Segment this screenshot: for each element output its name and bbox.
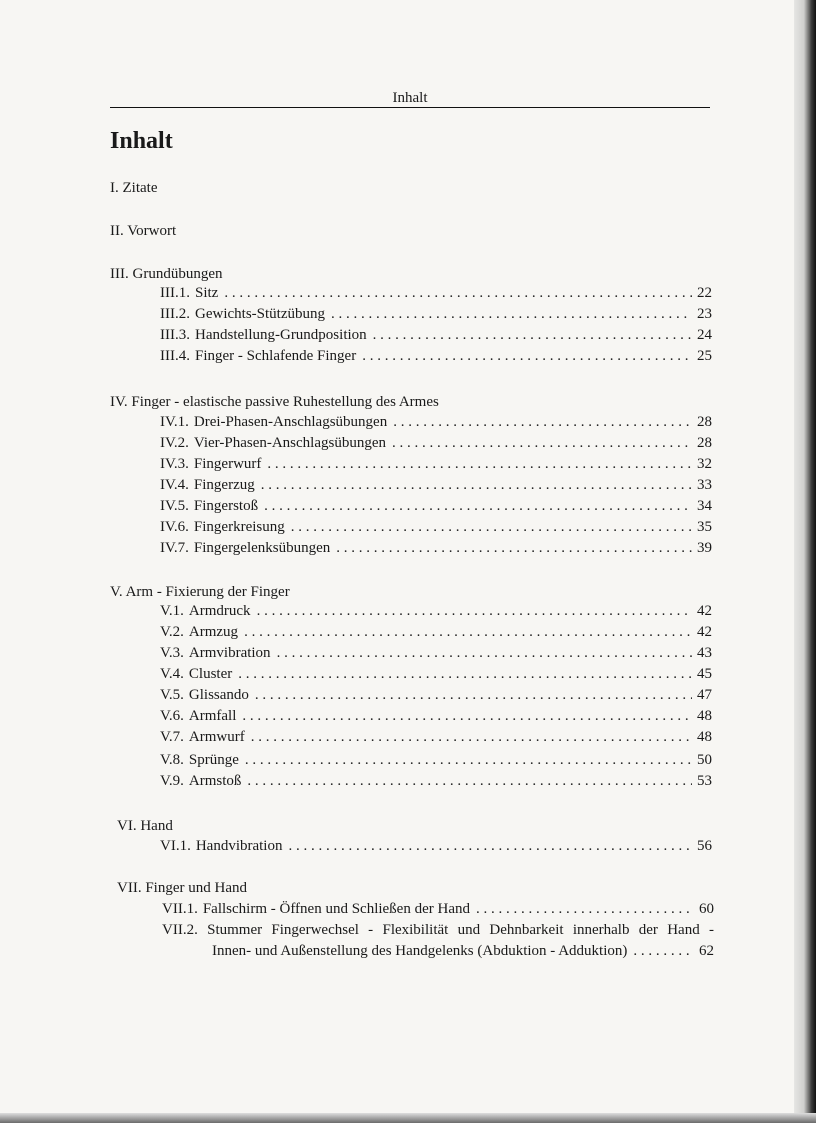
entry-number: V.1. (160, 603, 184, 619)
dot-leader (242, 708, 692, 725)
dot-leader (224, 285, 692, 302)
entry-page: 48 (697, 729, 712, 745)
entry-page: 42 (697, 624, 712, 640)
entry-page: 50 (697, 752, 712, 768)
toc-entry[interactable] (160, 477, 712, 497)
toc-entry[interactable] (160, 306, 712, 326)
entry-number: VII.1. (162, 901, 198, 917)
dot-leader (277, 645, 692, 662)
toc-entry[interactable] (160, 773, 712, 793)
entry-number: IV.5. (160, 498, 189, 514)
entry-page: 23 (697, 306, 712, 322)
entry-title: Vier-Phasen-Anschlagsübungen (193, 435, 386, 451)
dot-leader (251, 729, 692, 746)
dot-leader (476, 901, 694, 918)
entry-title: Finger - Schlafende Finger (195, 348, 357, 364)
entry-page: 42 (697, 603, 712, 619)
entry-title: Fingergelenksübungen (193, 540, 331, 556)
toc-entry-long[interactable] (162, 922, 714, 939)
entry-page: 47 (697, 687, 712, 703)
dot-leader (245, 752, 692, 769)
entry-title: Handvibration (195, 838, 283, 854)
dot-leader (392, 435, 692, 452)
toc-entry[interactable] (160, 435, 712, 455)
dot-leader (264, 498, 692, 515)
dot-leader (247, 773, 692, 790)
dot-leader (238, 666, 692, 683)
entry-title: Armstoß (188, 773, 242, 789)
toc-entry[interactable] (160, 414, 712, 434)
dot-leader (373, 327, 692, 344)
toc-entry[interactable] (160, 645, 712, 665)
entry-number: V.5. (160, 687, 184, 703)
toc-entry[interactable] (160, 687, 712, 707)
entry-number: V.4. (160, 666, 184, 682)
entry-page: 25 (697, 348, 712, 364)
entry-page: 39 (697, 540, 712, 556)
entry-title: Fingerkreisung (193, 519, 285, 535)
entry-number: V.6. (160, 708, 184, 724)
toc-entry[interactable] (160, 540, 712, 560)
section-heading-arm: V. Arm - Fixierung der Finger (110, 584, 290, 600)
section-heading-vorwort: II. Vorwort (110, 223, 177, 239)
entry-page: 32 (697, 456, 712, 472)
dot-leader (244, 624, 692, 641)
page-title: Inhalt (110, 128, 173, 154)
entry-title: Fingerstoß (193, 498, 259, 514)
entry-page: 43 (697, 645, 712, 661)
dot-leader (291, 519, 692, 536)
entry-title: Sitz (195, 285, 219, 301)
running-head: Inhalt (392, 90, 428, 106)
scan-shadow-bottom (0, 1113, 816, 1123)
toc-entry[interactable] (160, 603, 712, 623)
section-heading-finger-und-hand: VII. Finger und Hand (117, 880, 247, 896)
toc-entry[interactable] (160, 708, 712, 728)
entry-title: Fingerwurf (193, 456, 262, 472)
header-rule (110, 107, 710, 108)
toc-entry[interactable] (160, 348, 712, 368)
entry-page: 28 (697, 435, 712, 451)
entry-title: Armfall (188, 708, 237, 724)
entry-title: Armdruck (188, 603, 251, 619)
toc-entry[interactable] (162, 901, 714, 921)
entry-number: IV.6. (160, 519, 189, 535)
entry-title: Armwurf (188, 729, 245, 745)
toc-entry[interactable] (160, 729, 712, 749)
entry-number: VI.1. (160, 838, 191, 854)
dot-leader (393, 414, 692, 431)
dot-leader (261, 477, 692, 494)
toc-entry-continuation[interactable] (212, 943, 714, 960)
entry-number: III.4. (160, 348, 190, 364)
entry-title: Drei-Phasen-Anschlagsübungen (193, 414, 388, 430)
scan-shadow-right (794, 0, 816, 1123)
dot-leader (267, 456, 692, 473)
entry-title: Handstellung-Grundposition (195, 327, 367, 343)
entry-number: III.1. (160, 285, 190, 301)
dot-leader (255, 687, 692, 704)
entry-page: 62 (699, 943, 714, 959)
entry-page: 35 (697, 519, 712, 535)
dot-leader (257, 603, 692, 620)
entry-page: 48 (697, 708, 712, 724)
entry-page: 22 (697, 285, 712, 301)
entry-number: III.2. (160, 306, 190, 322)
toc-entry[interactable] (160, 838, 712, 858)
entry-number: IV.1. (160, 414, 189, 430)
dot-leader (362, 348, 692, 365)
entry-title: Armvibration (188, 645, 271, 661)
toc-entry[interactable] (160, 666, 712, 686)
entry-page: 24 (697, 327, 712, 343)
entry-number: V.7. (160, 729, 184, 745)
dot-leader (633, 943, 693, 960)
toc-entry[interactable] (160, 519, 712, 539)
entry-title: Fingerzug (193, 477, 255, 493)
entry-number: IV.4. (160, 477, 189, 493)
dot-leader (336, 540, 692, 557)
entry-number: IV.3. (160, 456, 189, 472)
entry-title: Glissando (188, 687, 249, 703)
toc-entry[interactable] (160, 327, 712, 347)
toc-entry[interactable] (160, 498, 712, 518)
toc-entry[interactable] (160, 752, 712, 772)
toc-entry[interactable] (160, 285, 712, 305)
entry-title: Gewichts-Stützübung (195, 306, 325, 322)
toc-entry[interactable] (160, 624, 712, 644)
entry-number: V.9. (160, 773, 184, 789)
section-heading-finger: IV. Finger - elastische passive Ruhestellung des Armes (110, 394, 439, 410)
entry-title: Sprünge (188, 752, 239, 768)
entry-number: VII.2. (162, 922, 198, 938)
entry-title: Armzug (188, 624, 239, 640)
entry-page: 56 (697, 838, 712, 854)
toc-entry[interactable] (160, 456, 712, 476)
entry-page: 60 (699, 901, 714, 917)
entry-title: Cluster (188, 666, 233, 682)
section-heading-zitate: I. Zitate (110, 180, 158, 196)
entry-title: Fallschirm - Öffnen und Schließen der Hand (202, 901, 470, 917)
entry-number: V.2. (160, 624, 184, 640)
entry-number: III.3. (160, 327, 190, 343)
entry-number: V.8. (160, 752, 184, 768)
entry-page: 28 (697, 414, 712, 430)
dot-leader (331, 306, 692, 323)
entry-title-line2: Innen- und Außenstellung des Handgelenks (Abduktion - Adduktion) (212, 943, 628, 959)
dot-leader (288, 838, 692, 855)
section-heading-grunduebungen: III. Grundübungen (110, 266, 223, 282)
entry-page: 53 (697, 773, 712, 789)
entry-number: IV.2. (160, 435, 189, 451)
entry-page: 34 (697, 498, 712, 514)
entry-number: V.3. (160, 645, 184, 661)
entry-page: 33 (697, 477, 712, 493)
entry-title-line1: Stummer Fingerwechsel - Flexibilität und Dehnbarkeit innerhalb der Hand - (207, 922, 714, 938)
entry-number: IV.7. (160, 540, 189, 556)
entry-page: 45 (697, 666, 712, 682)
section-heading-hand: VI. Hand (117, 818, 173, 834)
